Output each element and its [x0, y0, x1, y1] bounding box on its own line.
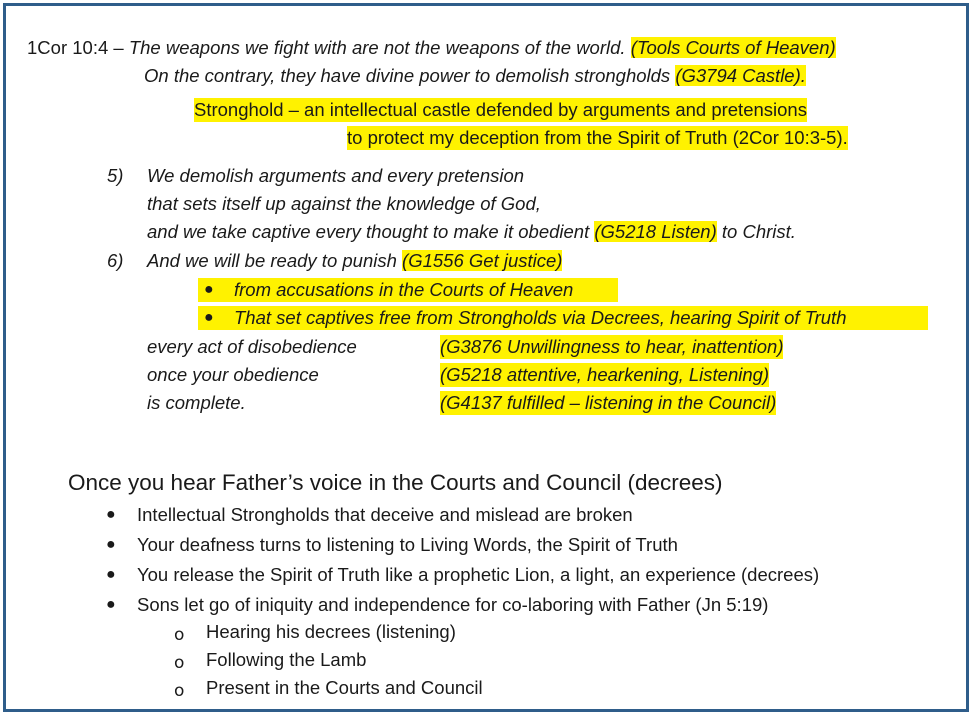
verse-line2-text: On the contrary, they have divine power to demolish strongholds	[144, 65, 671, 86]
verse5-line-3	[147, 220, 796, 244]
definition-line-2: to protect my deception from the Spirit of Truth (2Cor 10:3-5).	[347, 127, 848, 148]
definition-line-1: Stronghold – an intellectual castle defended by arguments and pretensions	[194, 99, 807, 120]
bullet-dot: ●	[106, 536, 116, 553]
verse-line-1	[27, 36, 836, 60]
verse5-line3-end: to Christ.	[721, 221, 796, 242]
circle-bullet-icon: o	[174, 681, 185, 701]
verse-line-2	[144, 64, 806, 88]
verse6-row-3-text: is complete.	[147, 392, 246, 413]
summary-bullet-4: Sons let go of iniquity and independence for co-laboring with Father (Jn 5:19)	[137, 594, 769, 615]
bullet-dot: ●	[204, 281, 214, 298]
verse6-row-1-text: every act of disobedience	[147, 336, 357, 357]
verse-line1-note: (Tools Courts of Heaven)	[630, 37, 836, 58]
verse5-number: 5)	[107, 165, 124, 186]
verse6-row-3-note: (G4137 fulfilled – listening in the Council)	[440, 392, 777, 413]
verse6-line1-text: And we will be ready to punish	[147, 250, 397, 271]
summary-sub-bullet-2: Following the Lamb	[206, 649, 367, 670]
verse5-line3-note: (G5218 Listen)	[594, 221, 717, 242]
summary-bullet-3: You release the Spirit of Truth like a prophetic Lion, a light, an experience (decrees)	[137, 564, 820, 585]
summary-sub-bullet-3: Present in the Courts and Council	[206, 677, 483, 698]
slide-frame	[3, 3, 969, 712]
verse6-line1-note: (G1556 Get justice)	[402, 250, 563, 271]
circle-bullet-icon: o	[174, 625, 185, 645]
circle-bullet-icon: o	[174, 653, 185, 673]
verse6-number: 6)	[107, 250, 124, 271]
verse6-row-2-text: once your obedience	[147, 364, 319, 385]
summary-sub-bullet-1: Hearing his decrees (listening)	[206, 621, 456, 642]
verse5-line-2: that sets itself up against the knowledge of God,	[147, 193, 541, 214]
bullet-dot: ●	[204, 309, 214, 326]
verse5-line-1: We demolish arguments and every pretension	[147, 165, 525, 186]
summary-bullet-1: Intellectual Strongholds that deceive and mislead are broken	[137, 504, 633, 525]
bullet-dot: ●	[106, 566, 116, 583]
verse6-bullet-1: from accusations in the Courts of Heaven	[234, 279, 574, 300]
verse6-bullet-2: That set captives free from Strongholds via Decrees, hearing Spirit of Truth	[234, 307, 847, 328]
summary-bullet-2: Your deafness turns to listening to Living Words, the Spirit of Truth	[137, 534, 678, 555]
verse-line2-note: (G3794 Castle).	[675, 65, 806, 86]
bullet-dot: ●	[106, 506, 116, 523]
verse-ref: 1Cor 10:4	[27, 37, 109, 58]
verse-dash: –	[108, 37, 129, 58]
verse6-row-1-note: (G3876 Unwillingness to hear, inattention)	[440, 336, 784, 357]
bullet-dot: ●	[106, 596, 116, 613]
verse6-row-2-note: (G5218 attentive, hearkening, Listening)	[440, 364, 770, 385]
verse-line1-text: The weapons we fight with are not the weapons of the world.	[128, 37, 626, 58]
verse6-line-1	[147, 249, 562, 273]
verse5-line3-text: and we take captive every thought to make it obedient	[147, 221, 590, 242]
summary-heading: Once you hear Father’s voice in the Courts and Council (decrees)	[68, 470, 723, 495]
